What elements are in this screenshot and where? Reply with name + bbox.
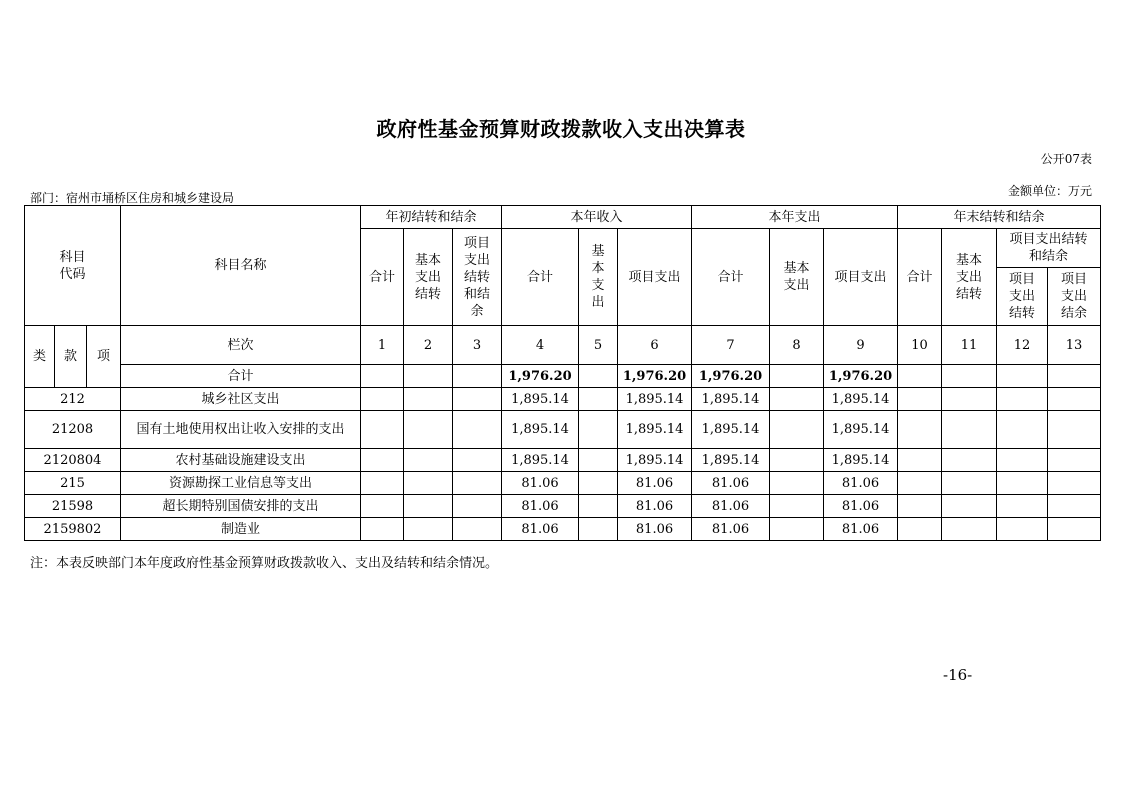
header-income-basic: 基本支出 [579, 229, 618, 326]
header-end-project-carry: 项目支出结转 [997, 268, 1048, 326]
row-expense-total: 1,895.14 [692, 388, 770, 411]
col-num: 13 [1048, 326, 1101, 365]
row-name: 国有土地使用权出让收入安排的支出 [121, 411, 361, 449]
header-expense-project: 项目支出 [824, 229, 898, 326]
row-expense-total: 1,895.14 [692, 449, 770, 472]
col-num: 7 [692, 326, 770, 365]
row-expense-project: 1,895.14 [824, 449, 898, 472]
table-row [25, 449, 1101, 472]
row-code: 21208 [25, 411, 121, 449]
row-code: 215 [25, 472, 121, 495]
header-income-project: 项目支出 [618, 229, 692, 326]
col-num: 4 [502, 326, 579, 365]
col-num: 3 [453, 326, 502, 365]
header-end-basic-carry: 基本支出结转 [942, 229, 997, 326]
row-name: 制造业 [121, 518, 361, 541]
total-income-total: 1,976.20 [502, 365, 579, 388]
row-income-project: 81.06 [618, 472, 692, 495]
row-expense-project: 1,895.14 [824, 388, 898, 411]
row-income-total: 1,895.14 [502, 449, 579, 472]
row-expense-total: 81.06 [692, 518, 770, 541]
row-expense-project: 1,895.14 [824, 411, 898, 449]
header-expense-basic: 基本支出 [770, 229, 824, 326]
page-number: -16- [943, 666, 973, 684]
row-code: 2120804 [25, 449, 121, 472]
row-income-total: 1,895.14 [502, 411, 579, 449]
row-name: 农村基础设施建设支出 [121, 449, 361, 472]
amount-unit: 金额单位：万元 [1007, 184, 1092, 198]
row-name: 城乡社区支出 [121, 388, 361, 411]
row-expense-total: 81.06 [692, 495, 770, 518]
row-income-project: 81.06 [618, 495, 692, 518]
row-name: 资源勘探工业信息等支出 [121, 472, 361, 495]
header-end-project-surplus: 项目支出结余 [1048, 268, 1101, 326]
row-income-total: 81.06 [502, 472, 579, 495]
header-cat-kuan: 款 [55, 326, 87, 388]
col-num: 6 [618, 326, 692, 365]
row-expense-total: 1,895.14 [692, 411, 770, 449]
total-expense-project: 1,976.20 [824, 365, 898, 388]
header-code: 科目代码 [25, 206, 121, 326]
department-label: 部门：宿州市埇桥区住房和城乡建设局 [30, 191, 235, 205]
header-name: 科目名称 [121, 206, 361, 326]
table-row [25, 495, 1101, 518]
row-code: 21598 [25, 495, 121, 518]
row-name: 超长期特别国债安排的支出 [121, 495, 361, 518]
page-title: 政府性基金预算财政拨款收入支出决算表 [376, 117, 746, 141]
form-code: 公开07表 [1040, 152, 1092, 166]
col-num: 11 [942, 326, 997, 365]
row-expense-project: 81.06 [824, 518, 898, 541]
header-begin-total: 合计 [361, 229, 404, 326]
header-group-expense: 本年支出 [692, 206, 898, 229]
col-num: 12 [997, 326, 1048, 365]
table-row [25, 388, 1101, 411]
header-cat-xiang: 项 [87, 326, 121, 388]
table-note: 注：本表反映部门本年度政府性基金预算财政拨款收入、支出及结转和结余情况。 [30, 556, 499, 571]
total-label: 合计 [121, 365, 361, 388]
row-income-project: 1,895.14 [618, 411, 692, 449]
row-code: 212 [25, 388, 121, 411]
header-begin-basic-carry: 基本支出结转 [404, 229, 453, 326]
row-code: 2159802 [25, 518, 121, 541]
col-num: 10 [898, 326, 942, 365]
row-income-project: 1,895.14 [618, 449, 692, 472]
header-income-total: 合计 [502, 229, 579, 326]
budget-table [24, 205, 1101, 541]
col-num: 1 [361, 326, 404, 365]
header-expense-total: 合计 [692, 229, 770, 326]
header-cat-lei: 类 [25, 326, 55, 388]
row-expense-total: 81.06 [692, 472, 770, 495]
row-expense-project: 81.06 [824, 472, 898, 495]
table-row [25, 472, 1101, 495]
col-num: 9 [824, 326, 898, 365]
col-num: 5 [579, 326, 618, 365]
total-income-project: 1,976.20 [618, 365, 692, 388]
header-column-no: 栏次 [121, 326, 361, 365]
header-begin-project-carry-surplus: 项目支出结转和结余 [453, 229, 502, 326]
header-group-income: 本年收入 [502, 206, 692, 229]
row-income-total: 81.06 [502, 495, 579, 518]
total-row [25, 365, 1101, 388]
total-expense-total: 1,976.20 [692, 365, 770, 388]
col-num: 2 [404, 326, 453, 365]
header-group-begin: 年初结转和结余 [361, 206, 502, 229]
row-income-total: 81.06 [502, 518, 579, 541]
header-end-project-carry-surplus: 项目支出结转和结余 [997, 229, 1101, 268]
row-income-project: 1,895.14 [618, 388, 692, 411]
table-row [25, 411, 1101, 449]
col-num: 8 [770, 326, 824, 365]
table-row [25, 518, 1101, 541]
row-income-project: 81.06 [618, 518, 692, 541]
row-income-total: 1,895.14 [502, 388, 579, 411]
header-group-end: 年末结转和结余 [898, 206, 1101, 229]
header-end-total: 合计 [898, 229, 942, 326]
row-expense-project: 81.06 [824, 495, 898, 518]
